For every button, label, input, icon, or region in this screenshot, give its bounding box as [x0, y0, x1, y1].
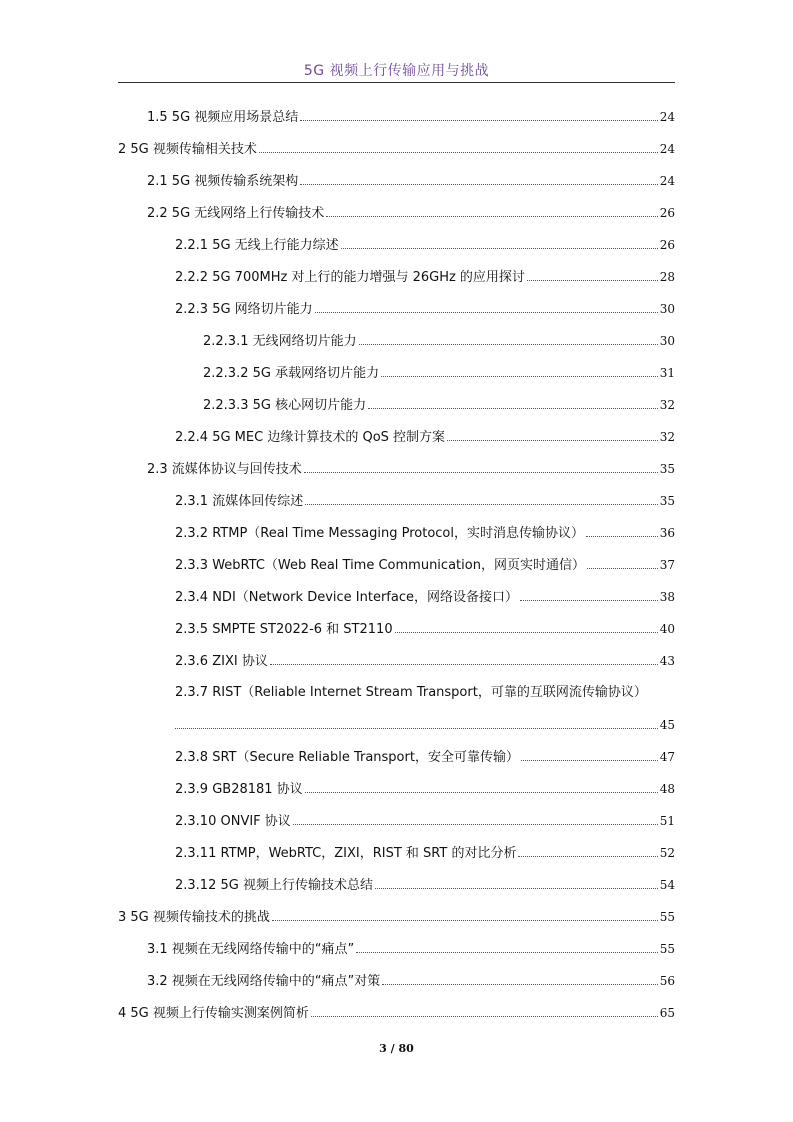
toc-dot-leader	[272, 920, 658, 921]
toc-entry[interactable]	[203, 364, 675, 383]
toc-entry-title: 2.3.2 RTMP（Real Time Messaging Protocol，实时消息传输协议）	[175, 526, 584, 541]
toc-entry[interactable]	[175, 588, 675, 607]
toc-entry[interactable]	[203, 396, 675, 415]
toc-entry-page: 52	[659, 846, 675, 860]
toc-entry-page: 35	[659, 494, 675, 508]
toc-entry[interactable]	[147, 972, 675, 991]
toc-entry-title: 2.2.3.2 5G 承载网络切片能力	[203, 366, 380, 381]
toc-dot-leader	[368, 408, 658, 409]
toc-entry-title: 2.3.3 WebRTC（Web Real Time Communication，网页实时通信）	[175, 558, 585, 573]
toc-entry-page: 30	[659, 334, 675, 348]
toc-entry[interactable]	[175, 428, 675, 447]
running-header-title: 5G 视频上行传输应用与挑战	[303, 63, 490, 79]
toc-dot-leader	[259, 152, 658, 153]
toc-entry-title: 2.3.10 ONVIF 协议	[175, 814, 291, 829]
toc-entry-title: 4 5G 视频上行传输实测案例简析	[118, 1006, 309, 1021]
toc-dot-leader	[300, 120, 657, 121]
toc-entry[interactable]	[118, 140, 675, 159]
toc-entry-title: 2.2.3.3 5G 核心网切片能力	[203, 398, 367, 413]
toc-entry[interactable]	[175, 780, 675, 799]
toc-dot-leader	[341, 248, 658, 249]
toc-entry[interactable]	[175, 652, 675, 671]
toc-dot-leader	[520, 600, 658, 601]
toc-dot-leader	[375, 888, 658, 889]
toc-entry-page: 26	[659, 238, 675, 252]
toc-entry-title: 2.2.4 5G MEC 边缘计算技术的 QoS 控制方案	[175, 430, 446, 445]
toc-entry-page: 31	[659, 366, 675, 380]
toc-entry[interactable]	[175, 268, 675, 287]
toc-dot-leader	[305, 504, 658, 505]
toc-entry-page: 36	[659, 526, 675, 540]
toc-dot-leader	[315, 312, 658, 313]
toc-entry-page: 24	[659, 174, 675, 188]
toc-entry[interactable]	[175, 300, 675, 319]
toc-entry-title: 2.3.8 SRT（Secure Reliable Transport，安全可靠传输）	[175, 750, 519, 765]
toc-dot-leader	[395, 632, 658, 633]
toc-entry-title: 2.3 流媒体协议与回传技术	[147, 462, 302, 477]
toc-entry-page: 65	[659, 1006, 675, 1020]
toc-entry-title-wrapped[interactable]: 2.3.7 RIST（Reliable Internet Stream Transport，可靠的互联网流传输协议）	[175, 685, 647, 700]
toc-entry-page: 37	[659, 558, 675, 572]
toc-entry-title: 3 5G 视频传输技术的挑战	[118, 910, 270, 925]
toc-entry-title: 2.3.9 GB28181 协议	[175, 782, 303, 797]
toc-entry[interactable]	[147, 460, 675, 479]
page-number: 3 / 80	[379, 1042, 414, 1055]
toc-dot-leader	[304, 472, 658, 473]
toc-entry[interactable]	[175, 812, 675, 831]
toc-entry[interactable]	[175, 556, 675, 575]
toc-entry[interactable]	[175, 748, 675, 767]
toc-dot-leader	[175, 728, 658, 729]
toc-entry-page: 32	[659, 430, 675, 444]
toc-entry-page: 48	[659, 782, 675, 796]
toc-entry-page: 51	[659, 814, 675, 828]
toc-dot-leader	[326, 216, 657, 217]
toc-entry-title: 2.2.3.1 无线网络切片能力	[203, 334, 357, 349]
toc-entry-title: 2.1 5G 视频传输系统架构	[147, 174, 299, 189]
toc-entry-page: 32	[659, 398, 675, 412]
toc-entry-title: 3.1 视频在无线网络传输中的“痛点”	[147, 942, 355, 957]
toc-entry[interactable]	[175, 844, 675, 863]
toc-dot-leader	[270, 664, 658, 665]
toc-entry-page: 55	[659, 910, 675, 924]
toc-entry-page: 56	[659, 974, 675, 988]
toc-dot-leader	[447, 440, 658, 441]
toc-entry-page: 38	[659, 590, 675, 604]
toc-entry-page: 55	[659, 942, 675, 956]
toc-entry-page: 43	[659, 654, 675, 668]
toc-entry-page: 30	[659, 302, 675, 316]
toc-entry-page: 54	[659, 878, 675, 892]
toc-entry-page: 24	[659, 110, 675, 124]
toc-entry[interactable]	[175, 492, 675, 511]
toc-entry-page: 28	[659, 270, 675, 284]
toc-entry[interactable]	[175, 524, 675, 543]
toc-entry[interactable]	[175, 620, 675, 639]
toc-entry-title: 2.3.12 5G 视频上行传输技术总结	[175, 878, 373, 893]
toc-entry[interactable]	[118, 908, 675, 927]
toc-entry-page: 26	[659, 206, 675, 220]
toc-dot-leader	[382, 984, 657, 985]
toc-entry-title: 2.3.11 RTMP，WebRTC，ZIXI，RIST 和 SRT 的对比分析	[175, 846, 517, 861]
toc-entry-title: 2.3.6 ZIXI 协议	[175, 654, 268, 669]
toc-entry[interactable]	[147, 172, 675, 191]
toc-entry-title: 2.2.3 5G 网络切片能力	[175, 302, 313, 317]
toc-entry-title: 2.3.4 NDI（Network Device Interface，网络设备接口）	[175, 590, 518, 605]
toc-dot-leader	[305, 792, 658, 793]
toc-entry-title: 2.2.1 5G 无线上行能力综述	[175, 238, 339, 253]
toc-dot-leader	[300, 184, 657, 185]
toc-entry-page: 45	[659, 718, 675, 732]
toc-dot-leader	[381, 376, 658, 377]
toc-entry-title: 2.2 5G 无线网络上行传输技术	[147, 206, 325, 221]
toc-entry-page: 35	[659, 462, 675, 476]
toc-entry-title: 3.2 视频在无线网络传输中的“痛点”对策	[147, 974, 381, 989]
toc-entry[interactable]	[175, 236, 675, 255]
toc-dot-leader	[311, 1016, 658, 1017]
toc-entry[interactable]	[118, 1004, 675, 1023]
toc-entry[interactable]	[203, 332, 675, 351]
toc-dot-leader	[527, 280, 658, 281]
toc-dot-leader	[521, 760, 658, 761]
toc-entry-page: 24	[659, 142, 675, 156]
toc-dot-leader	[586, 536, 658, 537]
toc-entry-title: 1.5 5G 视频应用场景总结	[147, 110, 299, 125]
toc-dot-leader	[293, 824, 658, 825]
toc-dot-leader	[359, 344, 658, 345]
toc-entry-page: 47	[659, 750, 675, 764]
toc-dot-leader	[587, 568, 658, 569]
toc-entry-title: 2 5G 视频传输相关技术	[118, 142, 257, 157]
toc-entry[interactable]	[147, 940, 675, 959]
toc-entry-title: 2.3.5 SMPTE ST2022-6 和 ST2110	[175, 622, 393, 637]
toc-dot-leader	[356, 952, 657, 953]
toc-entry-page: 40	[659, 622, 675, 636]
toc-entry-continuation[interactable]	[175, 716, 675, 734]
toc-dot-leader	[518, 856, 657, 857]
toc-entry[interactable]	[175, 876, 675, 895]
toc-entry-title: 2.3.1 流媒体回传综述	[175, 494, 304, 509]
toc-entry[interactable]	[147, 204, 675, 223]
toc-entry-title: 2.2.2 5G 700MHz 对上行的能力增强与 26GHz 的应用探讨	[175, 270, 525, 285]
toc-entry[interactable]	[147, 108, 675, 127]
